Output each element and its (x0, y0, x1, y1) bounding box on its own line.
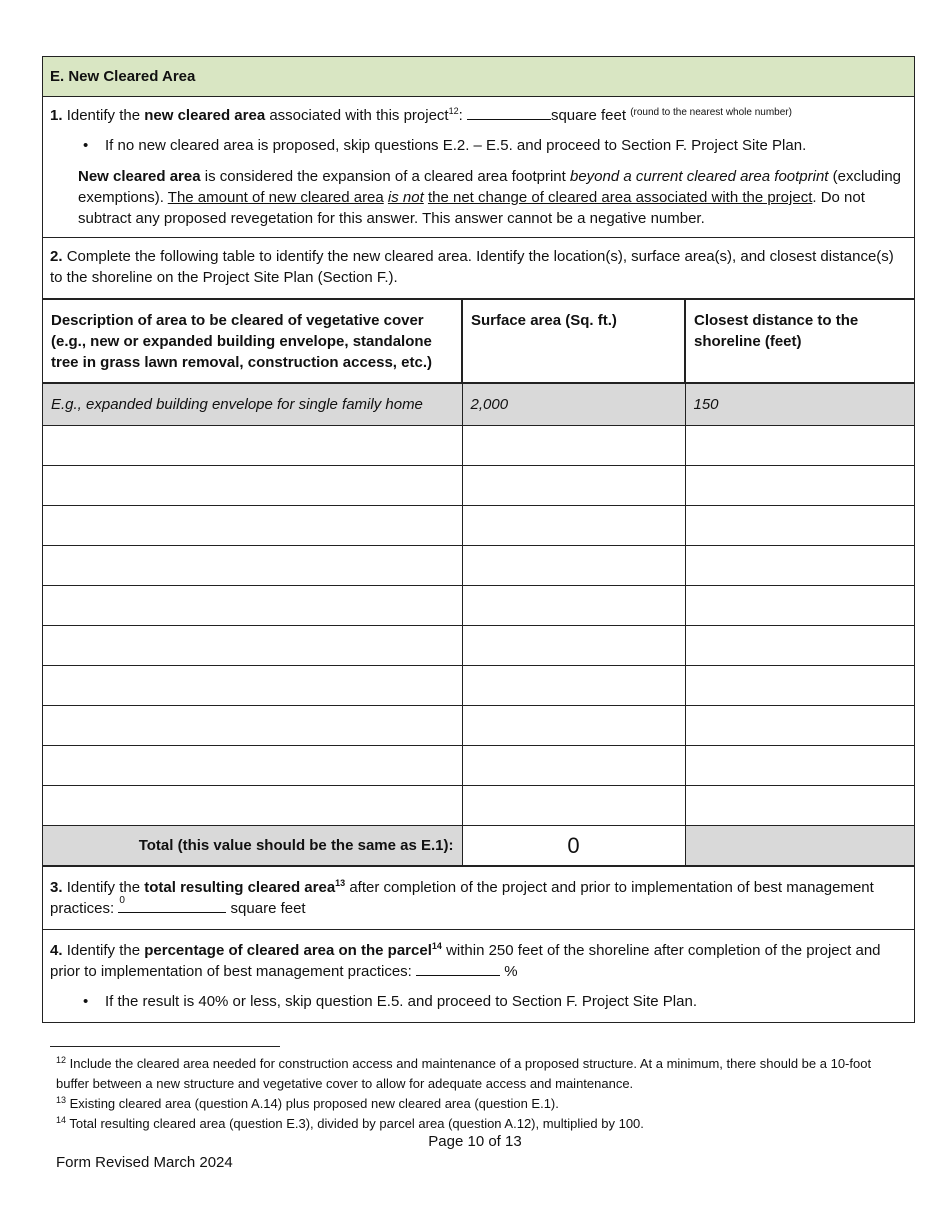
distance-cell[interactable] (685, 585, 914, 625)
surface-area-cell[interactable] (462, 785, 685, 825)
distance-cell[interactable] (685, 505, 914, 545)
bullet-icon: • (83, 137, 89, 154)
footnote-ref-14: 14 (431, 940, 442, 951)
surface-area-cell[interactable] (462, 465, 685, 505)
surface-area-cell[interactable] (462, 585, 685, 625)
q2-number: 2. (50, 248, 63, 265)
form-revised-date: Form Revised March 2024 (56, 1154, 233, 1171)
footnote-12: $^{12}$ Include the cleared area needed for construction access and maintenance of a proposed structure. At a minimum, there should be a 10-foot buffer between a new structure and vegetative cover to allow for adequate access and maintenance. (56, 1055, 872, 1091)
distance-cell[interactable] (685, 465, 914, 505)
q1-number: 1. (50, 107, 63, 124)
table-header-row (43, 299, 914, 383)
header-surface-area: Surface area (Sq. ft.) (462, 299, 685, 383)
example-description: E.g., expanded building envelope for single family home (43, 383, 462, 425)
total-value: 0 (462, 825, 685, 865)
total-row (43, 825, 914, 865)
distance-cell[interactable] (685, 745, 914, 785)
footnote-ref-13: 13 (335, 877, 346, 888)
distance-cell[interactable] (685, 625, 914, 665)
table-row (43, 785, 914, 825)
q4-bold-term: percentage of cleared area on the parcel (144, 941, 432, 959)
q3-bold-term: total resulting cleared area (144, 878, 336, 896)
table-row (43, 465, 914, 505)
total-label: Total (this value should be the same as E.1): (43, 825, 462, 865)
example-surface-area: 2,000 (462, 383, 685, 425)
table-row (43, 425, 914, 465)
q4-bullet: • If the result is 40% or less, skip question E.5. and proceed to Section F. Project Site Plan. (83, 992, 697, 1010)
bullet-icon: • (83, 992, 89, 1010)
description-cell[interactable] (43, 545, 462, 585)
description-cell[interactable] (43, 465, 462, 505)
table-row (43, 625, 914, 665)
description-cell[interactable] (43, 745, 462, 785)
surface-area-cell[interactable] (462, 665, 685, 705)
description-cell[interactable] (43, 585, 462, 625)
table-row (43, 665, 914, 705)
question-1: 1. Identify the new cleared area associated with this project$^{12}$: square feet $^{(round to the nearest whole number)}$ • If no new cleared area is proposed, skip questions E.2. – E.5. and proceed to Section F. Project Site Plan. New cleared area is considered the expansion of a cleared area footprint beyond a current cleared area footprint (excluding exemptions). The amount of new cleared area is not the net change of cleared area associated with the project. Do not subtract any proposed revegetation for this answer. This answer cannot be a negative number. (43, 97, 914, 238)
description-cell[interactable] (43, 625, 462, 665)
surface-area-cell[interactable] (462, 745, 685, 785)
distance-cell[interactable] (685, 785, 914, 825)
q1-definition: New cleared area is considered the expansion of a cleared area footprint beyond a current cleared area footprint (excluding exemptions). The amount of new cleared area is not the net change of cleared area associated with the project. Do not subtract any proposed revegetation for this answer. This answer cannot be a negative number. (78, 168, 902, 227)
q1-bold-term: new cleared area (144, 107, 266, 124)
question-4: 4. Identify the percentage of cleared area on the parcel$^{14}$ within 250 feet of the shoreline after completion of the project and prior to implementation of best management practices: % • If the result is 40% or less, skip question E.5. and proceed to Section F. Project Site Plan. (43, 930, 914, 1022)
q1-bullet: • If no new cleared area is proposed, skip questions E.2. – E.5. and proceed to Section F. Project Site Plan. (83, 137, 807, 154)
description-cell[interactable] (43, 505, 462, 545)
table-row (43, 545, 914, 585)
header-description: Description of area to be cleared of vegetative cover (e.g., new or expanded building envelope, standalone tree in grass lawn removal, construction access, etc.) (43, 299, 462, 383)
description-cell[interactable] (43, 665, 462, 705)
example-row (43, 383, 914, 425)
q3-number: 3. (50, 878, 63, 896)
surface-area-cell[interactable] (462, 545, 685, 585)
table-row (43, 585, 914, 625)
distance-cell[interactable] (685, 665, 914, 705)
round-note: (round to the nearest whole number) (630, 107, 792, 118)
footnote-13: $^{13}$ Existing cleared area (question A.14) plus proposed new cleared area (question E.1). (56, 1095, 559, 1111)
example-distance: 150 (685, 383, 914, 425)
table-row (43, 705, 914, 745)
cleared-area-table (43, 298, 914, 866)
section-title: E. New Cleared Area (43, 57, 914, 97)
footnote-14: $^{14}$ Total resulting cleared area (question E.3), divided by parcel area (question A.12), multiplied by 100. (56, 1115, 644, 1131)
footnote-ref-12: 12 (448, 106, 459, 116)
header-distance: Closest distance to the shoreline (feet) (685, 299, 914, 383)
footnotes (56, 1054, 906, 1134)
surface-area-cell[interactable] (462, 625, 685, 665)
distance-cell[interactable] (685, 425, 914, 465)
q4-number: 4. (50, 941, 63, 959)
surface-area-cell[interactable] (462, 505, 685, 545)
question-2: 2. Complete the following table to identify the new cleared area. Identify the location(s), surface area(s), and closest distance(s) to the shoreline on the Project Site Plan (Section F.). (50, 248, 894, 286)
total-empty-cell (685, 825, 914, 865)
total-cleared-area-input[interactable]: 0 (118, 898, 226, 913)
table-row (43, 505, 914, 545)
question-3: 3. Identify the total resulting cleared area$^{13}$ after completion of the project and prior to implementation of best management practices: 0 square feet (43, 866, 914, 930)
surface-area-cell[interactable] (462, 705, 685, 745)
distance-cell[interactable] (685, 545, 914, 585)
table-row (43, 745, 914, 785)
cleared-percentage-input[interactable] (416, 961, 500, 976)
surface-area-cell[interactable] (462, 425, 685, 465)
new-cleared-area-input[interactable] (467, 105, 551, 120)
description-cell[interactable] (43, 425, 462, 465)
footnote-divider (50, 1046, 280, 1047)
distance-cell[interactable] (685, 705, 914, 745)
description-cell[interactable] (43, 705, 462, 745)
cleared-area-form (42, 56, 915, 1023)
description-cell[interactable] (43, 785, 462, 825)
page-number: Page 10 of 13 (428, 1133, 522, 1150)
